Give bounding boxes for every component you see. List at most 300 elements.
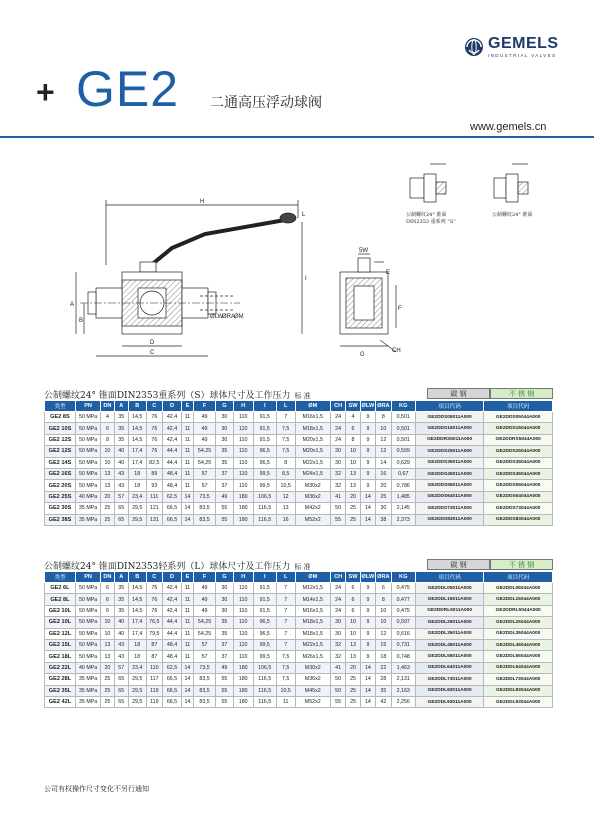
table-cell: 50 MPa: [75, 639, 100, 650]
table-cell: 9: [360, 651, 375, 662]
column-header: PN: [75, 401, 100, 412]
caption-line-1: 公制螺纹24° 锥面: [406, 212, 447, 218]
table-cell: 91,5: [253, 594, 276, 605]
table-cell: 29,5: [128, 503, 146, 514]
table-cell: 91,5: [253, 423, 276, 434]
table-cell: 49: [194, 423, 216, 434]
table-cell: 13: [276, 503, 295, 514]
table-row: [45, 457, 553, 468]
table-cell: 0,475: [391, 605, 415, 616]
table-cell: M16x1,5: [295, 412, 330, 423]
table-cell: M45x2: [295, 685, 330, 696]
table-cell: 11: [181, 457, 193, 468]
table-cell: 8,5: [276, 468, 295, 479]
table-cell: 79,5: [146, 628, 163, 639]
table-cell: 14: [360, 503, 375, 514]
table-cell: 30: [330, 446, 345, 457]
table-cell: 65: [114, 685, 128, 696]
table-cell: 62,5: [163, 491, 182, 502]
table-cell: 106,5: [253, 662, 276, 673]
table-cell: 99,5: [253, 480, 276, 491]
table-cell: 9: [360, 423, 375, 434]
table-cell: 50 MPa: [75, 480, 100, 491]
table-cell: 7: [276, 412, 295, 423]
table-cell: 44,4: [163, 628, 182, 639]
column-header: PN: [75, 572, 100, 583]
table-cell: M20x1,5: [295, 434, 330, 445]
item-code-cell: GE2DDS35044A000: [484, 457, 553, 468]
table-cell: 10: [376, 617, 391, 628]
table-row: [45, 696, 553, 707]
column-header: F: [194, 572, 216, 583]
table-cell: 35: [114, 412, 128, 423]
section-heavy-carbon-steel-header: 碳 钢: [427, 388, 490, 399]
table-cell: 106,5: [253, 491, 276, 502]
table-row: [45, 605, 553, 616]
table-cell: 11: [181, 423, 193, 434]
table-cell: 1,463: [391, 662, 415, 673]
table-cell: 9: [360, 639, 375, 650]
table-cell: M24x1,5: [295, 468, 330, 479]
table-cell: 10,5: [276, 685, 295, 696]
table-cell: 28: [376, 674, 391, 685]
table-cell: 25: [346, 514, 360, 525]
model-cell: GE2 14S: [45, 457, 76, 468]
dim-label-olw: ØLW: [210, 314, 224, 320]
model-cell: GE2 10L: [45, 605, 76, 616]
table-cell: 25: [376, 491, 391, 502]
table-cell: 14,5: [128, 594, 146, 605]
table-cell: 9: [360, 628, 375, 639]
table-cell: 50 MPa: [75, 617, 100, 628]
table-cell: 14: [181, 514, 193, 525]
column-header: I: [253, 401, 276, 412]
table-cell: 29,5: [128, 696, 146, 707]
table-cell: 110: [233, 468, 253, 479]
table-cell: 91,5: [253, 412, 276, 423]
table-cell: M36x2: [295, 674, 330, 685]
item-code-cell: GE2DDS45044A000: [484, 468, 553, 479]
table-cell: 50 MPa: [75, 605, 100, 616]
table-cell: 32: [330, 639, 345, 650]
table-cell: 87: [146, 651, 163, 662]
table-cell: 91,5: [253, 605, 276, 616]
table-row: [45, 583, 553, 594]
item-code-cell: GE2DDS15011A000: [415, 423, 483, 434]
item-code-cell: GE2DDS15044A000: [484, 423, 553, 434]
table-cell: 40: [114, 446, 128, 457]
table-cell: 37: [216, 651, 234, 662]
table-cell: 50 MPa: [75, 423, 100, 434]
table-cell: 0,616: [391, 628, 415, 639]
model-cell: GE2 12S: [45, 446, 76, 457]
table-cell: 49: [216, 491, 234, 502]
dim-label-a: A: [70, 302, 75, 308]
table-cell: 18: [128, 651, 146, 662]
table-cell: 110: [233, 583, 253, 594]
table-row: [45, 639, 553, 650]
model-cell: GE2 16S: [45, 468, 76, 479]
table-cell: M16x1,5: [295, 605, 330, 616]
table-row: [45, 685, 553, 696]
table-cell: 13: [346, 468, 360, 479]
dim-label-c: C: [150, 350, 155, 356]
item-code-cell: GE2DDRL5044A000: [484, 605, 553, 616]
table-cell: 48,4: [163, 639, 182, 650]
table-cell: 18: [128, 639, 146, 650]
item-code-cell: GE2DDS55011A000: [415, 480, 483, 491]
model-cell: GE2 38S: [45, 514, 76, 525]
column-header: 项目代码: [484, 572, 553, 583]
table-cell: 30: [330, 457, 345, 468]
column-header: ØRA: [376, 401, 391, 412]
model-cell: GE2 8L: [45, 594, 76, 605]
table-cell: 62,5: [163, 662, 182, 673]
dim-label-h: H: [200, 199, 205, 205]
table-cell: 50 MPa: [75, 446, 100, 457]
column-header: H: [233, 572, 253, 583]
table-cell: 50: [330, 674, 345, 685]
table-cell: 20: [101, 662, 114, 673]
table-cell: 14,5: [128, 583, 146, 594]
table-cell: 55: [330, 696, 345, 707]
model-cell: GE2 42L: [45, 696, 76, 707]
item-code-cell: GE2DDS73011A000: [415, 503, 483, 514]
item-code-cell: GE2DDL83011A000: [415, 685, 483, 696]
website-url: www.gemels.cn: [470, 121, 547, 133]
item-code-cell: GE2DDS05011A000: [415, 412, 483, 423]
table-cell: 110: [233, 423, 253, 434]
table-cell: 35 MPa: [75, 696, 100, 707]
column-header: E: [181, 572, 193, 583]
section-light-stainless-header: 不 锈 钢: [490, 559, 553, 570]
table-cell: 76: [146, 434, 163, 445]
table-cell: 10: [101, 617, 114, 628]
table-cell: 14,5: [128, 605, 146, 616]
table-cell: 50 MPa: [75, 628, 100, 639]
table-cell: 65: [114, 503, 128, 514]
table-cell: 18: [128, 468, 146, 479]
dim-label-f: F: [398, 306, 402, 312]
table-cell: M30x2: [295, 662, 330, 673]
table-cell: 14: [360, 491, 375, 502]
table-cell: 10: [346, 446, 360, 457]
table-cell: 6: [101, 583, 114, 594]
table-cell: 40: [114, 617, 128, 628]
table-cell: 116,5: [253, 514, 276, 525]
table-cell: 96,5: [253, 457, 276, 468]
table-cell: 0,599: [391, 446, 415, 457]
table-cell: 110: [233, 605, 253, 616]
table-cell: 55: [216, 514, 234, 525]
item-code-cell: GE2DDRS5011A000: [415, 434, 483, 445]
table-cell: 180: [233, 514, 253, 525]
table-cell: 96,5: [253, 617, 276, 628]
dim-label-ch: CH: [392, 348, 401, 354]
table-cell: 29,5: [128, 514, 146, 525]
table-cell: 110: [233, 639, 253, 650]
table-cell: 83,5: [194, 503, 216, 514]
drawing-caption-light: 公制螺纹24° 锥面: [492, 212, 533, 218]
table-cell: 6: [376, 583, 391, 594]
table-cell: M18x1,5: [295, 617, 330, 628]
table-cell: 20: [346, 662, 360, 673]
table-cell: M20x1,5: [295, 446, 330, 457]
table-cell: M30x2: [295, 480, 330, 491]
model-cell: GE2 12S: [45, 434, 76, 445]
table-cell: 7,5: [276, 651, 295, 662]
table-cell: 14: [181, 674, 193, 685]
table-cell: 54,25: [194, 628, 216, 639]
table-cell: 83,5: [194, 514, 216, 525]
dim-label-b: B: [79, 318, 84, 324]
table-row: [45, 480, 553, 491]
table-cell: 2,131: [391, 674, 415, 685]
table-cell: 13: [346, 480, 360, 491]
table-cell: 66,5: [163, 685, 182, 696]
table-cell: 96,5: [253, 628, 276, 639]
model-cell: GE2 18L: [45, 651, 76, 662]
dim-label-g: G: [360, 352, 365, 358]
table-cell: M52x2: [295, 514, 330, 525]
table-cell: 25: [101, 514, 114, 525]
table-cell: 9: [360, 583, 375, 594]
table-cell: 55: [216, 696, 234, 707]
table-cell: 20: [346, 491, 360, 502]
item-code-cell: GE2DDL55011A000: [415, 651, 483, 662]
table-cell: 0,597: [391, 617, 415, 628]
table-cell: 11: [181, 480, 193, 491]
table-cell: 83,5: [194, 696, 216, 707]
column-header: 项目代码: [415, 401, 483, 412]
table-cell: 11: [181, 594, 193, 605]
dim-label-sw: 5W: [359, 248, 368, 254]
table-cell: 14: [360, 514, 375, 525]
table-cell: 73,5: [194, 662, 216, 673]
table-cell: 23,4: [128, 491, 146, 502]
table-cell: 7,5: [276, 434, 295, 445]
table-cell: 14,5: [128, 412, 146, 423]
table-cell: 10: [376, 605, 391, 616]
table-cell: 110: [146, 662, 163, 673]
table-cell: 9: [360, 446, 375, 457]
column-header: ØLW: [360, 401, 375, 412]
table-cell: 44,4: [163, 446, 182, 457]
table-cell: 131: [146, 514, 163, 525]
table-cell: 54,25: [194, 617, 216, 628]
table-cell: 11: [181, 583, 193, 594]
table-cell: 83,5: [194, 674, 216, 685]
table-row: [45, 674, 553, 685]
table-cell: 6: [101, 423, 114, 434]
table-cell: 17,4: [128, 617, 146, 628]
table-cell: M26x1,5: [295, 651, 330, 662]
table-cell: 50 MPa: [75, 412, 100, 423]
column-header: SW: [346, 401, 360, 412]
table-cell: 9: [360, 412, 375, 423]
item-code-cell: GE2DDS73044A000: [484, 503, 553, 514]
item-code-cell: GE2DDL15011A000: [415, 594, 483, 605]
table-header-row: [45, 401, 553, 412]
item-code-cell: GE2DDL15044A000: [484, 594, 553, 605]
gemels-logo: [464, 36, 559, 59]
table-cell: 35: [114, 423, 128, 434]
table-cell: 30: [330, 628, 345, 639]
item-code-cell: GE2DDL73044A000: [484, 674, 553, 685]
table-cell: 7: [276, 594, 295, 605]
table-cell: 73,5: [194, 491, 216, 502]
table-cell: 1,485: [391, 491, 415, 502]
table-cell: 29,5: [128, 685, 146, 696]
table-cell: 110: [233, 617, 253, 628]
table-cell: 25: [101, 696, 114, 707]
table-cell: 7: [276, 617, 295, 628]
table-cell: 57: [194, 639, 216, 650]
table-row: [45, 434, 553, 445]
table-cell: 11: [181, 639, 193, 650]
brand-tagline: INDUSTRIAL VALVES: [488, 53, 557, 58]
table-cell: 76: [146, 446, 163, 457]
table-cell: 180: [233, 674, 253, 685]
table-cell: 7: [276, 605, 295, 616]
table-cell: 0,501: [391, 434, 415, 445]
table-cell: 14: [360, 685, 375, 696]
table-cell: 10: [101, 628, 114, 639]
section-heavy-standard: 标 准: [294, 392, 311, 400]
table-cell: 42,4: [163, 423, 182, 434]
table-cell: 180: [233, 662, 253, 673]
page-title: GE2: [76, 61, 180, 117]
table-cell: 20: [376, 480, 391, 491]
table-row: [45, 662, 553, 673]
column-header: G: [216, 572, 234, 583]
table-cell: 76: [146, 583, 163, 594]
column-header: B: [128, 572, 146, 583]
table-cell: 0,629: [391, 457, 415, 468]
table-cell: 10: [346, 628, 360, 639]
table-cell: 50 MPa: [75, 457, 100, 468]
table-cell: 7,5: [276, 674, 295, 685]
table-cell: 48,4: [163, 468, 182, 479]
spec-table-heavy: [44, 400, 553, 526]
column-header: DN: [101, 401, 114, 412]
table-cell: 2,373: [391, 514, 415, 525]
table-cell: 66,5: [163, 674, 182, 685]
footer-note: 公司有权操作尺寸变化不另行通知: [44, 785, 149, 793]
table-row: [45, 423, 553, 434]
table-cell: 13: [346, 639, 360, 650]
table-cell: 50 MPa: [75, 583, 100, 594]
table-cell: 57: [114, 662, 128, 673]
table-cell: 111: [146, 491, 163, 502]
table-cell: 43: [114, 468, 128, 479]
table-cell: 43: [114, 651, 128, 662]
table-cell: 76: [146, 594, 163, 605]
column-header: CH: [330, 572, 345, 583]
table-cell: 50: [330, 685, 345, 696]
table-cell: 17,4: [128, 628, 146, 639]
table-cell: 25: [101, 685, 114, 696]
table-cell: 49: [194, 434, 216, 445]
table-cell: 13: [346, 651, 360, 662]
column-header: H: [233, 401, 253, 412]
table-cell: 35: [114, 594, 128, 605]
table-cell: 9: [360, 605, 375, 616]
table-row: [45, 594, 553, 605]
item-code-cell: GE2DDS83011A000: [415, 514, 483, 525]
table-cell: 6: [346, 423, 360, 434]
table-cell: 6: [346, 605, 360, 616]
item-code-cell: GE2DDS83044A000: [484, 514, 553, 525]
column-header: F: [194, 401, 216, 412]
table-cell: 14: [181, 491, 193, 502]
table-cell: 11: [181, 651, 193, 662]
table-cell: 12: [376, 628, 391, 639]
model-cell: GE2 10S: [45, 423, 76, 434]
table-cell: 65: [114, 696, 128, 707]
table-cell: 30: [216, 423, 234, 434]
column-header: ØLW: [360, 572, 375, 583]
item-code-cell: GE2DDL64044A000: [484, 662, 553, 673]
table-cell: 44,4: [163, 617, 182, 628]
table-cell: 10: [376, 423, 391, 434]
item-code-cell: GE2DDL93044A000: [484, 696, 553, 707]
header-divider: [0, 136, 594, 138]
table-cell: 23,4: [128, 662, 146, 673]
table-cell: 35 MPa: [75, 514, 100, 525]
table-cell: 8: [346, 434, 360, 445]
table-cell: 14: [360, 696, 375, 707]
table-cell: 7,5: [276, 446, 295, 457]
table-cell: 25: [346, 696, 360, 707]
table-cell: M42x2: [295, 503, 330, 514]
table-cell: M36x2: [295, 491, 330, 502]
dim-label-ora: ØRA: [222, 314, 236, 320]
model-cell: GE2 15L: [45, 639, 76, 650]
table-cell: 37: [216, 480, 234, 491]
table-cell: 66,5: [163, 503, 182, 514]
table-cell: 66,5: [163, 696, 182, 707]
column-header: D: [163, 572, 182, 583]
table-row: [45, 617, 553, 628]
table-cell: 11: [181, 434, 193, 445]
table-cell: 14: [181, 503, 193, 514]
table-cell: 11: [181, 468, 193, 479]
dim-label-d: D: [150, 340, 155, 346]
table-cell: 35: [114, 583, 128, 594]
model-cell: GE2 28L: [45, 674, 76, 685]
table-cell: 35 MPa: [75, 503, 100, 514]
table-cell: 50 MPa: [75, 651, 100, 662]
table-row: [45, 514, 553, 525]
table-cell: 110: [233, 480, 253, 491]
table-cell: 35: [216, 446, 234, 457]
table-cell: 10: [101, 446, 114, 457]
model-cell: GE2 6L: [45, 583, 76, 594]
table-cell: 32: [330, 468, 345, 479]
table-cell: 110: [233, 446, 253, 457]
item-code-cell: GE2DDRS5044A000: [484, 434, 553, 445]
table-header-row: [45, 572, 553, 583]
table-cell: 110: [233, 651, 253, 662]
table-cell: 76: [146, 412, 163, 423]
table-cell: 180: [233, 491, 253, 502]
table-cell: 121: [146, 503, 163, 514]
table-row: [45, 628, 553, 639]
table-cell: 99,5: [253, 468, 276, 479]
dim-label-i: I: [305, 276, 307, 282]
table-cell: 35: [216, 617, 234, 628]
